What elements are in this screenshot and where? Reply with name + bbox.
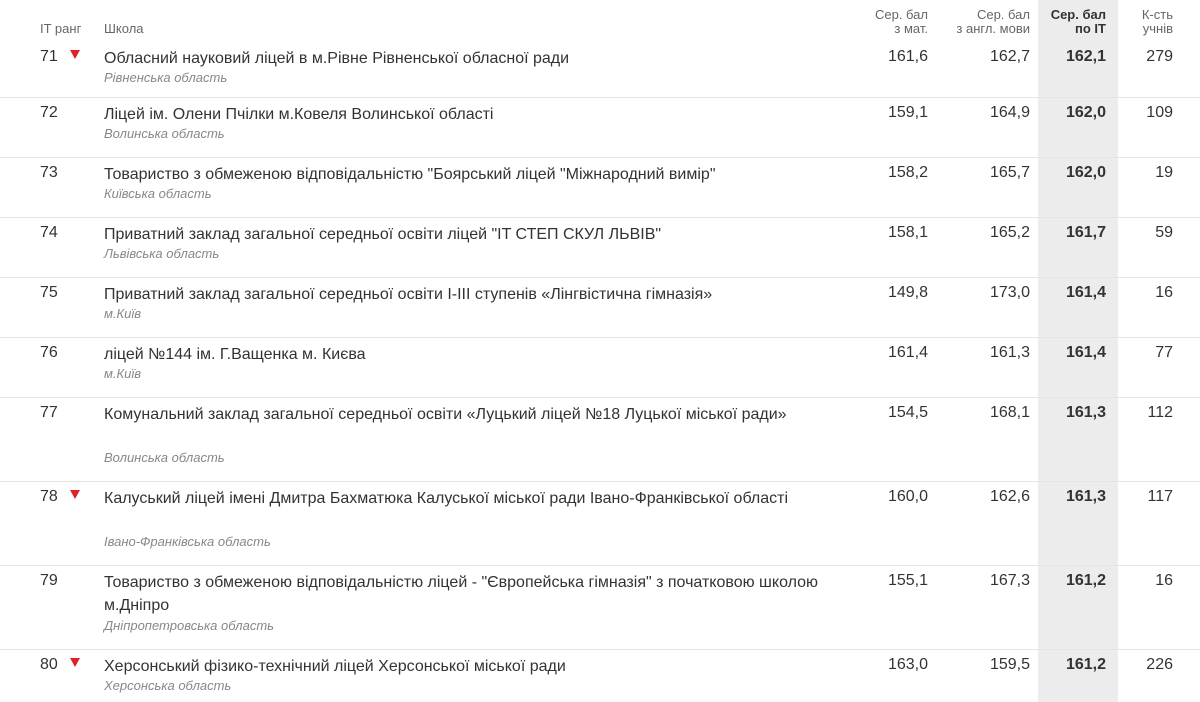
avg-english-cell: 162,7 [989,48,1030,65]
avg-it-cell: 161,7 [1065,224,1106,241]
student-count-cell: 16 [1155,284,1173,301]
school-name[interactable]: Обласний науковий ліцей в м.Рівне Рівненської обласної ради [104,50,570,67]
avg-it-cell: 161,2 [1065,656,1106,673]
avg-english-cell: 168,1 [989,404,1030,421]
student-count-cell: 77 [1155,344,1173,361]
region-label: Херсонська область [104,678,232,693]
region-label: Київська область [104,186,212,201]
avg-english-cell: 164,9 [989,104,1030,121]
avg-english-cell: 167,3 [989,572,1030,589]
school-name[interactable]: Товариство з обмеженою відповідальністю ліцей - "Європейська гімназія" з початковою школою м.Дніпро [104,574,819,614]
region-label: Волинська область [104,450,225,465]
student-count-cell: 117 [1147,488,1173,505]
avg-it-cell: 161,4 [1065,344,1106,361]
header-school[interactable]: Школа [104,21,144,36]
avg-it-cell: 161,3 [1065,404,1106,421]
avg-math-cell: 160,0 [887,488,928,505]
header-student-count[interactable]: К-сть учнів [1141,7,1173,36]
student-count-cell: 226 [1146,656,1173,673]
avg-math-cell: 163,0 [887,656,928,673]
header-avg-it[interactable]: Сер. бал по IT [1050,7,1106,36]
table-row[interactable] [0,566,1200,650]
table-row[interactable] [0,338,1200,398]
avg-it-cell: 162,0 [1065,164,1106,181]
rank-cell: 75 [40,284,58,301]
table-row[interactable] [0,218,1200,278]
avg-math-cell: 154,5 [887,404,928,421]
rank-cell: 79 [40,572,58,589]
region-label: Івано-Франківська область [104,534,271,549]
region-label: Рівненська область [104,70,228,85]
rank-cell: 77 [40,404,58,421]
student-count-cell: 112 [1147,404,1173,421]
student-count-cell: 109 [1146,104,1173,121]
school-name[interactable]: Приватний заклад загальної середньої освіти ліцей "IT СТЕП СКУЛ ЛЬВІВ" [104,226,662,243]
table-row[interactable] [0,482,1200,566]
avg-it-cell: 162,1 [1065,48,1106,65]
avg-english-cell: 165,7 [989,164,1030,181]
rank-cell: 73 [40,164,58,181]
region-label: Волинська область [104,126,225,141]
school-name[interactable]: Товариство з обмеженою відповідальністю "Боярський ліцей "Міжнародний вимір" [104,166,716,183]
region-label: Дніпропетровська область [104,618,274,633]
header-avg-english[interactable]: Сер. бал з англ. мови [956,7,1030,36]
rank-down-arrow-icon [70,50,80,59]
rank-down-arrow-icon [70,658,80,667]
avg-math-cell: 149,8 [887,284,928,301]
avg-english-cell: 161,3 [989,344,1030,361]
rank-cell: 80 [40,656,58,673]
avg-math-cell: 161,6 [887,48,928,65]
region-label: м.Київ [104,306,142,321]
table-header [0,0,1200,42]
region-label: Львівська область [104,246,220,261]
school-name[interactable]: Херсонський фізико-технічний ліцей Херсонської міської ради [104,658,566,675]
school-name[interactable]: Приватний заклад загальної середньої освіти I-III ступенів «Лінгвістична гімназія» [104,286,713,303]
rank-cell: 76 [40,344,58,361]
school-name[interactable]: Комунальний заклад загальної середньої освіти «Луцький ліцей №18 Луцької міської ради» [104,406,787,423]
table-row[interactable] [0,42,1200,98]
avg-english-cell: 173,0 [989,284,1030,301]
rank-cell: 72 [40,104,58,121]
table-row[interactable] [0,98,1200,158]
student-count-cell: 59 [1155,224,1173,241]
rank-cell: 78 [40,488,58,505]
rank-cell: 71 [40,48,58,65]
region-label: м.Київ [104,366,142,381]
avg-it-cell: 161,2 [1065,572,1106,589]
avg-math-cell: 155,1 [887,572,928,589]
school-name[interactable]: ліцей №144 ім. Г.Ващенка м. Києва [104,346,366,363]
header-avg-math[interactable]: Сер. бал з мат. [874,7,928,36]
header-it-rank[interactable]: IT ранг [40,21,82,36]
student-count-cell: 279 [1146,48,1173,65]
avg-math-cell: 159,1 [887,104,928,121]
table-row[interactable] [0,398,1200,482]
avg-it-cell: 161,3 [1065,488,1106,505]
avg-math-cell: 158,1 [887,224,928,241]
table-row[interactable] [0,158,1200,218]
school-name[interactable]: Ліцей ім. Олени Пчілки м.Ковеля Волинської області [104,106,494,123]
rank-down-arrow-icon [70,490,80,499]
table-row[interactable] [0,278,1200,338]
school-name[interactable]: Калуський ліцей імені Дмитра Бахматюка Калуської міської ради Івано-Франківської області [104,490,789,507]
avg-english-cell: 162,6 [989,488,1030,505]
avg-english-cell: 159,5 [989,656,1030,673]
student-count-cell: 16 [1155,572,1173,589]
avg-math-cell: 161,4 [887,344,928,361]
avg-math-cell: 158,2 [887,164,928,181]
student-count-cell: 19 [1155,164,1173,181]
avg-it-cell: 162,0 [1065,104,1106,121]
avg-it-cell: 161,4 [1065,284,1106,301]
avg-english-cell: 165,2 [989,224,1030,241]
rank-cell: 74 [40,224,58,241]
table-row[interactable] [0,650,1200,702]
